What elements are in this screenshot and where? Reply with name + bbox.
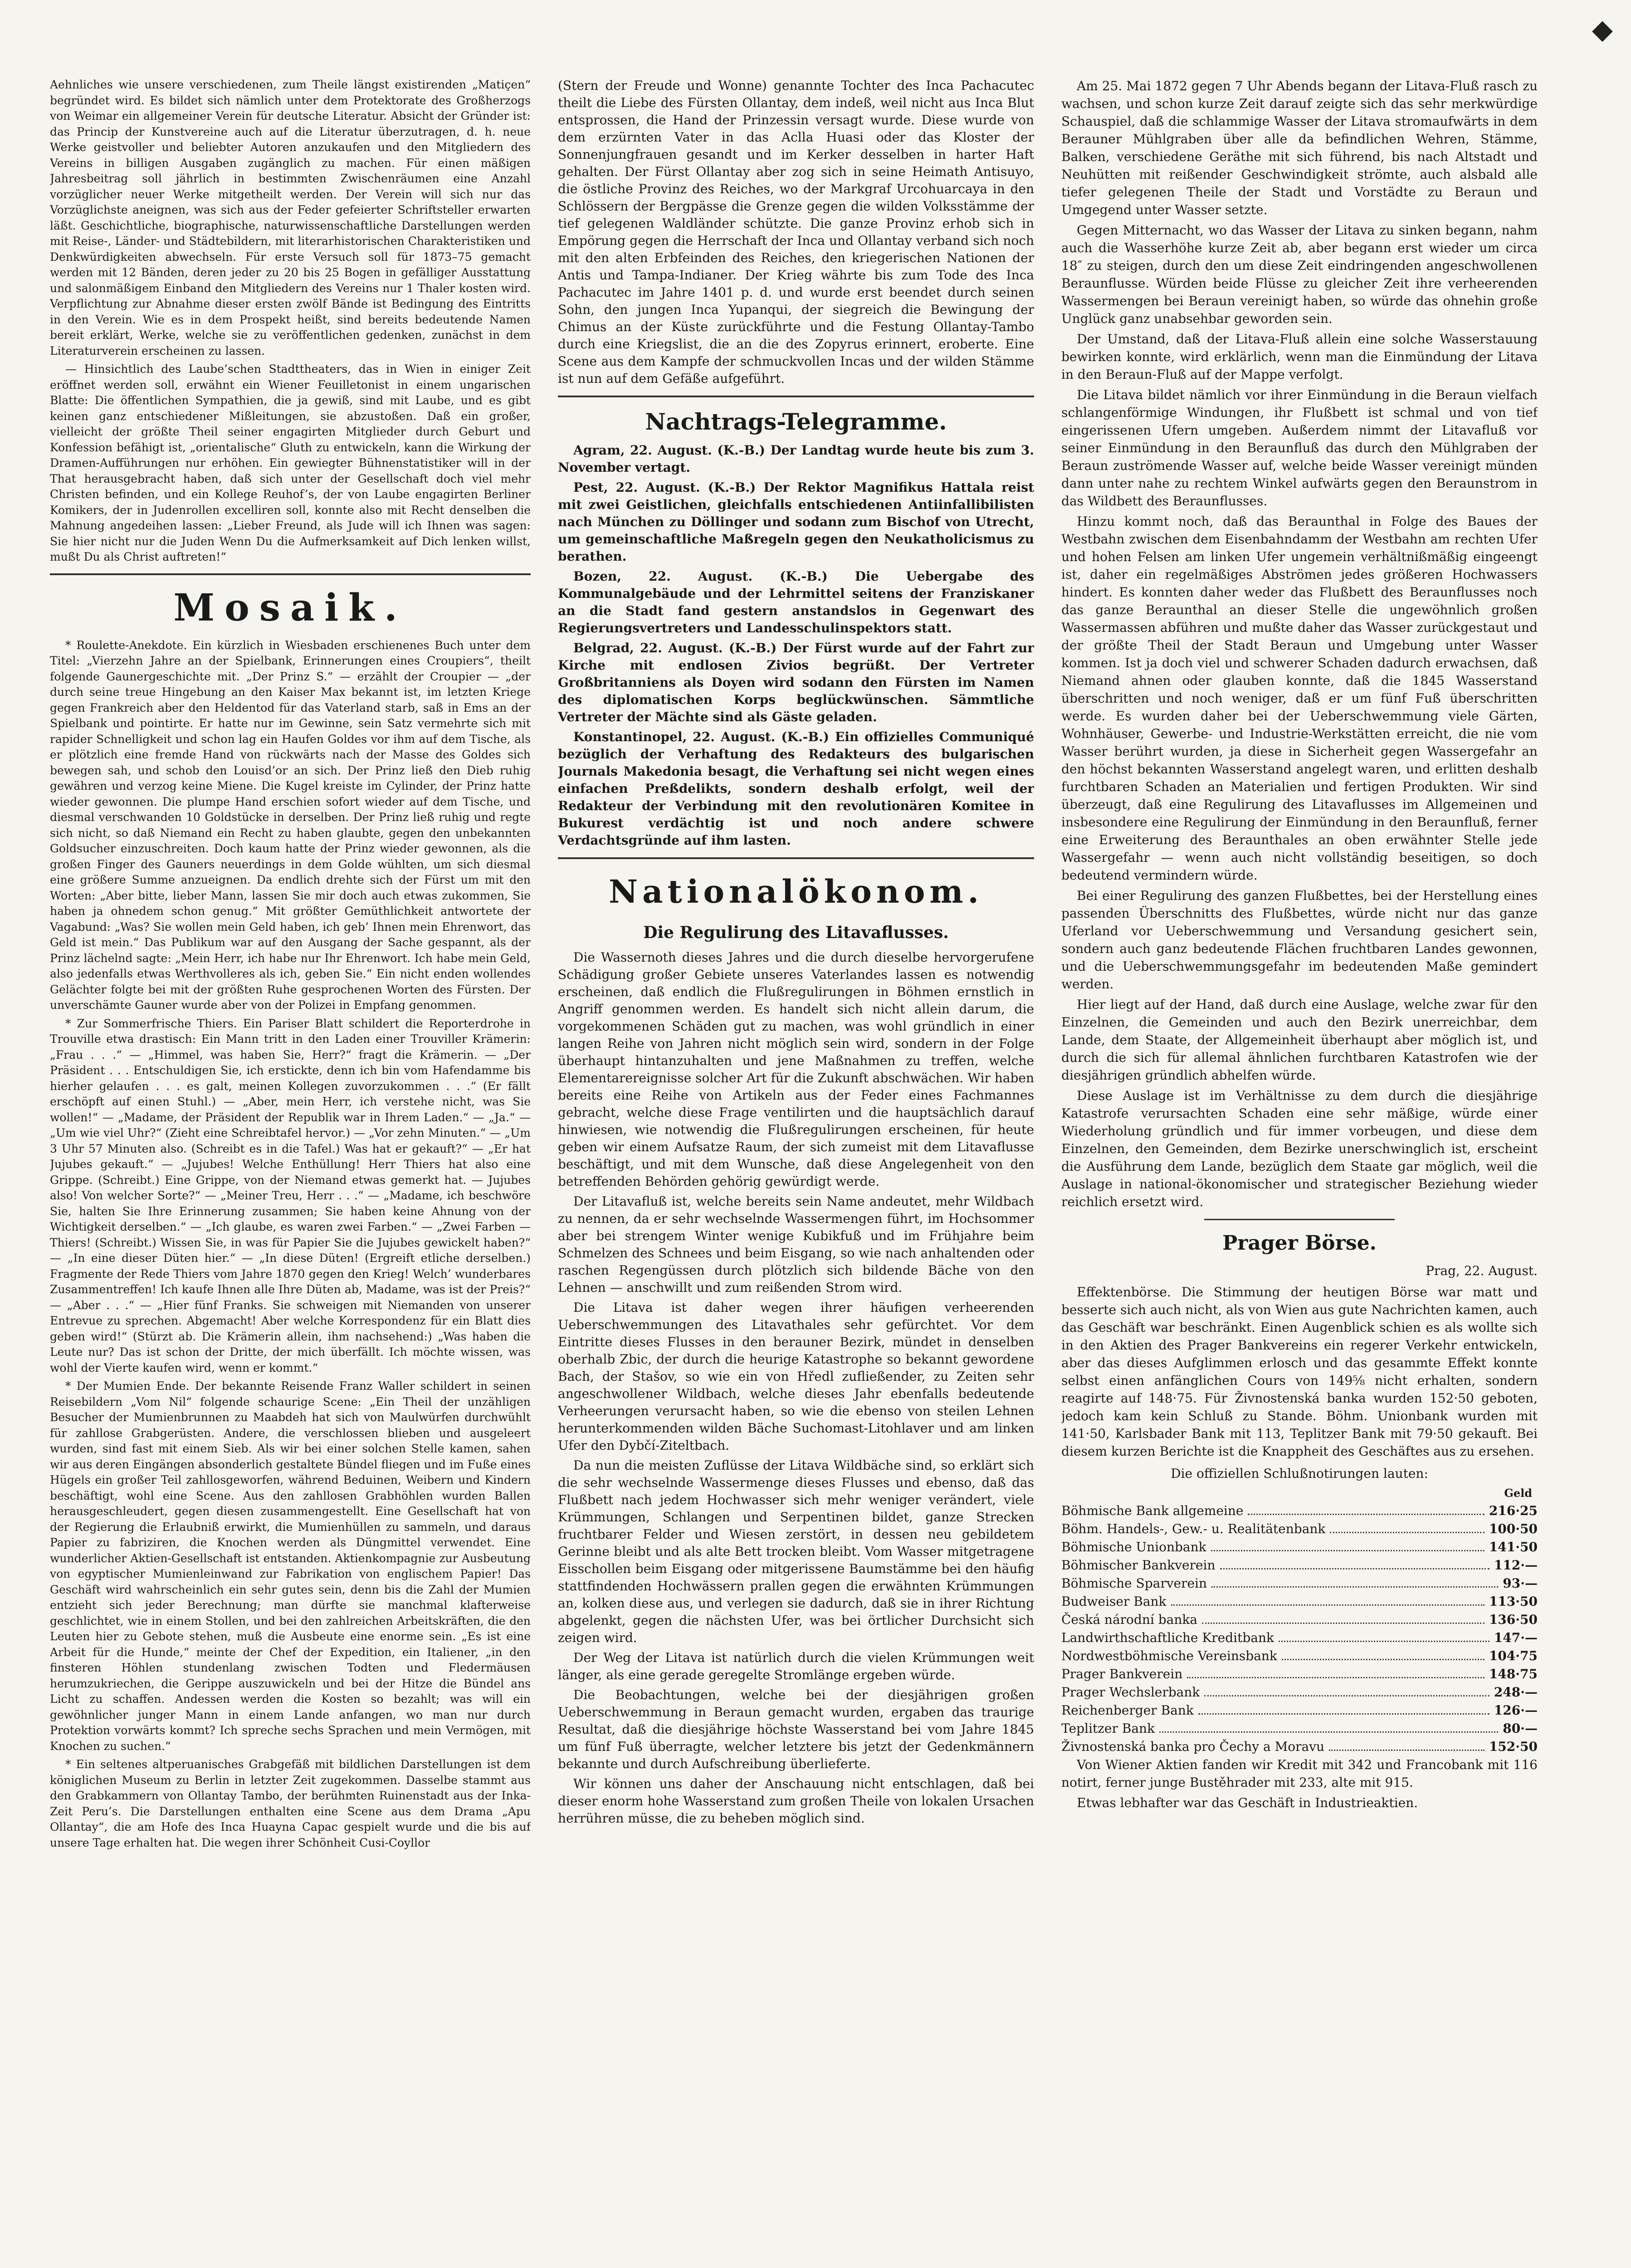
quote-value: 148·75 xyxy=(1489,1667,1538,1681)
article-litava-paragraph: Die Litava ist daher wegen ihrer häufigen verheerenden Ueberschwemmungen des Litavathales sehr gefürchtet. Vor dem Eintritte dieses Flusses in den berauner Bezirk, mündet in denselben oberhalb Zbic, der durch die heurige Katastrophe so bekannt gewordene Bach, der Stašov, so wie ein von Hředl zufließender, zu Zeiten sehr angeschwollener Wildbach, welche dieses Jahr ebenfalls bedeutende Verheerungen verursacht haben, so wie die ebenso von steilen Lehnen herunterkommenden wilden Bäche Suchomast-Litohlaver und am linken Ufer den Dybčí-Ziteltbach. xyxy=(558,1300,1034,1453)
quote-row xyxy=(1061,1647,1538,1665)
quotes-column-header: Geld xyxy=(1504,1486,1532,1500)
quote-row xyxy=(1061,1574,1538,1593)
article-roulette-anecdote: * Roulette-Anekdote. Ein kürzlich in Wiesbaden erschienenes Buch unter dem Titel: „Vierzehn Jahre an der Spielbank, Erinnerungen eines Croupiers“, theilt folgende Gaunergeschichte mit. „Der Prinz S.“ — erzählt der Croupier — „der durch seine treue Hingebung an den Kaiser Max bekannt ist, im letzten Kriege gegen Frankreich aber den Heldentod für das Vaterland starb, saß in Ems an der Spielbank und pointirte. Er hatte nur im Gewinne, sein Satz vermehrte sich mit rapider Schnelligkeit und schon lag ein Haufen Goldes vor ihm auf dem Tische, als er plötzlich eine fremde Hand von rückwärts nach der Masse des Goldes sich bewegen sah, und schob den Louisd’or an sich. Der Prinz ließ den Dieb ruhig gewähren und verzog keine Miene. Die Kugel kreiste im Cylinder, der Prinz hatte wieder gewonnen. Die plumpe Hand erschien sofort wieder auf dem Tische, und diesmal verschwanden 10 Goldstücke in derselben. Der Prinz ließ ruhig und regte sich nicht, so daß Niemand ein Recht zu haben glaubte, gegen den unbekannten Goldsucher einzuschreiten. Doch kaum hatte der Prinz wieder gewonnen, als die großen Finger des Gauners neuerdings in dem Golde wühlten, um sich diesmal eine größere Summe anzueignen. Da endlich drehte sich der Fürst um mit den Worten: „Aber bitte, lieber Mann, lassen Sie mir doch auch etwas zukommen, Sie haben ja ohnedem schon genug.“ Mit größter Gemüthlichkeit antwortete der Vagabund: „Was? Sie wollen mein Geld haben, ich geb’ Ihnen mein Ehrenwort, das Geld ist mein.“ Das Publikum war auf den Ausgang der Sache gespannt, als der Prinz lächelnd sagte: „Mein Herr, ich habe nur Ihr Ehrenwort. Ich habe mein Geld, also jedenfalls etwas Werthvolleres als ich, geben Sie.“ Ein nicht enden wollendes Gelächter folgte bei mit der größten Ruhe gesprochenen Worten des Fürsten. Der unverschämte Gauner wurde aber von der Polizei in Empfang genommen. xyxy=(50,638,531,1012)
quote-value: 113·50 xyxy=(1489,1594,1538,1609)
quote-row xyxy=(1061,1701,1538,1720)
quote-row xyxy=(1061,1538,1538,1556)
article-literary-society: Aehnliches wie unsere verschiedenen, zum Theile längst existirenden „Matiçen“ begründet wird. Es bildet sich nämlich unter dem Protektorate des Großherzogs von Weimar ein allgemeiner Verein für deutsche Literatur. Absicht der Gründer ist: das Princip der Kunstvereine auch auf die Literatur überzutragen, d. h. neue Werke geistvoller und beliebter Autoren anzukaufen und den Mitgliedern des Vereins in billigen Ausgaben zugänglich zu machen. Für einen mäßigen Jahresbeitrag soll jährlich in bestimmten Zwischenräumen eine Anzahl vorzüglicher neuer Werke mitgetheilt werden. Der Verein will sich nur das Vorzüglichste aneignen, was sich aus der Feder gefeierter Schriftsteller erwarten läßt. Geschichtliche, biographische, naturwissenschaftliche Darstellungen werden mit Reise-, Länder- und Städtebildern, mit literarhistorischen Charakteristiken und Denkwürdigkeiten abwechseln. Für erste Versuch soll für 1873–75 gemacht werden mit 12 Bänden, deren jeder zu 20 bis 25 Bogen in gefälliger Ausstattung und salonmäßigem Einband den Mitgliedern des Vereins nur 1 Thaler kosten wird. Verpflichtung zur Abnahme dieser ersten zwölf Bände ist Bedingung des Eintritts in den Verein. Wie es in dem Prospekt heißt, sind bereits bedeutende Namen bereit erklärt, Werke, welche sie zu veröffentlichen gedenken, zunächst in dem Literaturverein erscheinen zu lassen. xyxy=(50,78,531,357)
quote-name: Reichenberger Bank xyxy=(1061,1703,1194,1718)
quote-value: 147·— xyxy=(1494,1630,1538,1645)
leader-dots xyxy=(1220,1568,1489,1569)
article-litava-paragraph: Die Beobachtungen, welche bei der diesjährigen großen Ueberschwemmung in Beraun gemacht wurden, ergaben das traurige Resultat, daß die diesjährige höchste Wasserstand bei vom Jahre 1845 um fünf Fuß überragte, welcher letztere bis jetzt der Gedenkmännern bekannte und durch Aufschreibung überlieferte. xyxy=(558,1687,1034,1771)
quote-name: Böhmischer Bankverein xyxy=(1061,1558,1216,1573)
leader-dots xyxy=(1282,1659,1485,1660)
quote-row xyxy=(1061,1683,1538,1701)
quote-value: 112·— xyxy=(1494,1558,1538,1573)
quote-name: Teplitzer Bank xyxy=(1061,1721,1155,1736)
quote-row xyxy=(1061,1720,1538,1738)
section-divider xyxy=(558,857,1034,859)
quote-name: Böhm. Handels-, Gew.- u. Realitätenbank xyxy=(1061,1521,1326,1536)
quote-name: Nordwestböhmische Vereinsbank xyxy=(1061,1648,1277,1663)
quote-row xyxy=(1061,1738,1538,1756)
leader-dots xyxy=(1159,1731,1498,1733)
article-title-litava: Die Regulirung des Litavaflusses. xyxy=(643,923,949,942)
quote-value: 93·— xyxy=(1503,1576,1538,1591)
article-litava-continued: Hinzu kommt noch, daß das Beraunthal in Folge des Baues der Westbahn zwischen dem Eisenbahndamm der Westbahn am rechten Ufer und hohen Felsen am linken Ufer ungemein verhältnißmäßig eingeengt ist, daher ein regelmäßiges Abströmen jedes größeren Hochwassers hindert. Es konnten daher weder das Flußbett des Beraunflusses noch das ganze Beraunthal an dieser Stelle die ungewöhnlich großen Wassermassen abführen und mußte daher das Wasser zurückgestaut und der größte Theil der Stadt Beraun und Umgebung unter Wasser kommen. Ist ja doch viel und schwerer Schaden dadurch erwachsen, daß Niemand ahnen oder glauben konnte, daß die 1845 Wasserstand überschritten und noch weniger, daß er um fünf Fuß überschritten werde. Es wurden daher bei der Ueberschwemmung viele Gärten, Wohnhäuser, Gewerbe- und Industrie-Werkstätten erreicht, die nie vom Wasser berührt wurden, ja diese in Sicherheit gegen Wassergefahr an den höchst bekannten Wasserstand angelegt waren, und erlitten deshalb furchtbaren Schaden an Materialien und fertigen Produkten. Wir sind überzeugt, daß eine Regulirung des Litavaflusses im Allgemeinen und insbesondere eine Regulirung der Einmündung in den Beraunfluß, ferner eine Erweiterung des Beraunthales an oben erwähnter Stelle jede Wassergefahr — wenn auch nicht vollständig beseitigen, so doch bedeutend vermindern würde. xyxy=(1061,514,1538,883)
article-thiers-summer: * Zur Sommerfrische Thiers. Ein Pariser Blatt schildert die Reporterdrohe in Trouville etwa drastisch: Ein Mann tritt in den Laden einer Trouviller Krämerin: „Frau . . .“ — „Himmel, was haben Sie, Herr?“ fragt die Krämerin. — „Der Präsident . . . Entschuldigen Sie, ich erstickte, denn ich bin vom Hafendamme bis hierher gelaufen . . . es galt, meinen Kollegen zuvorzukommen . . .“ (Er fällt erschöpft auf einen Stuhl.) — „Aber, mein Herr, ich verstehe nicht, was Sie wollen!“ — „Madame, der Präsident der Republik war in Ihrem Laden.“ — „Ja.“ — „Um wie viel Uhr?“ (Zieht eine Schreibtafel hervor.) — „Vor zehn Minuten.“ — „Um 3 Uhr 57 Minuten also. (Schreibt es in die Tafel.) Was hat er gekauft?“ — „Er hat Jujubes gekauft.“ — „Jujubes! Welche Enthüllung! Herr Thiers hat also eine Grippe. (Schreibt.) Eine Grippe, von der Niemand etwas gemerkt hat. — Jujubes also! Von welcher Sorte?“ — „Meiner Treu, Herr . . .“ — „Madame, ich beschwöre Sie, halten Sie Ihre Erinnerung zusammen; Sie haben keine Ahnung von der Wichtigkeit derselben.“ — „Ich glaube, es waren zwei Farben.“ — „Zwei Farben — Thiers! (Schreibt.) Wissen Sie, in was für Papier Sie die Jujubes gewickelt haben?“ — „In eine dieser Düten hier.“ — „In diese Düten! (Ergreift etliche derselben.) Fragmente der Rede Thiers vom Jahre 1870 gegen den Krieg! Welch’ wunderbares Zusammentreffen! Ich kaufe Ihnen alle Ihre Düten ab, Madame, was ist der Preis?“ — „Aber . . .“ — „Hier fünf Franks. Sie schweigen mit Niemanden von unserer Entrevue zu sprechen. Abgemacht! Aber welche Korrespondenz für ein Blatt dies geben wird!“ (Stürzt ab. Die Krämerin allein, ihm nachsehend:) „Was haben die Leute nur? Das ist schon der Dritte, der mich überfällt. Ich möchte wissen, was wohl der Vierte kaufen wird, wenn er kommt.“ xyxy=(50,1017,531,1374)
quote-value: 136·50 xyxy=(1489,1612,1538,1627)
article-litava-paragraph: Die Wassernoth dieses Jahres und die durch dieselbe hervorgerufene Schädigung großer Gebiete unseres Vaterlandes lassen es notwendig erscheinen, daß endlich die Flußregulirungen in Böhmen ernstlich in Angriff genommen werden. Es handelt sich nicht allein darum, die vorgekommenen Schäden gut zu machen, was wohl gründlich in einer langen Reihe von Jahren nicht möglich sein wird, sondern in der Folge überhaupt hintanzuhalten und jene Maßnahmen zu treffen, welche Elementarereignisse solcher Art für die Zukunft abschwächen. Wir haben bereits eine Reihe von Artikeln aus der Feder eines Fachmannes gebracht, welche diese Frage ventilirten und die hauptsächlich darauf hinwiesen, wie notwendig die Flußregulirungen erscheinen, für heute geben wir einem Aufsatze Raum, der sich zumeist mit dem Litavaflusse beschäftigt, und mit dem Wunsche, daß diese Angelegenheit von den betreffenden Behörden gehörig gewürdigt werde. xyxy=(558,950,1034,1189)
section-heading-mosaik: Mosaik. xyxy=(173,586,407,630)
quote-value: 141·50 xyxy=(1489,1540,1538,1554)
article-peruvian-vessel: * Ein seltenes altperuanisches Grabgefäß mit bildlichen Darstellungen ist dem königlichen Museum zu Berlin in letzter Zeit zugekommen. Dasselbe stammt aus den Grabkammern von Ollantay Tambo, der berühmten Ruinenstadt aus der Inka-Zeit Peru’s. Die Darstellungen enthalten eine Scene aus dem Drama „Apu Ollantay“, die am Hofe des Inca Huayna Capac gespielt wurde und die bis auf unsere Tage erhalten hat. Die wegen ihrer Schönheit Cusi-Coyllor xyxy=(50,1758,531,1849)
telegram-pest: Pest, 22. August. (K.-B.) Der Rektor Magnifikus Hattala reist mit zwei Geistlichen, gleichfalls entschiedenen Antiinfallibilisten nach München zu Döllinger und sodann zum Bischof von Utrecht, um gemeinschaftliche Maßregeln gegen den Neukatholicismus zu berathen. xyxy=(558,480,1034,564)
corner-ornament-icon: ◆ xyxy=(1592,14,1613,45)
quote-row xyxy=(1061,1593,1538,1611)
article-mummies: * Der Mumien Ende. Der bekannte Reisende Franz Waller schildert in seinen Reisebildern „Vom Nil“ folgende schaurige Scene: „Ein Theil der unzähligen Besucher der Mumienbrunnen zu Maabdeh hat sich von Maulwürfen durchwühlt für zahllose Grabgerüsten. Andere, die verschlossen blieben und ausgeleert wurden, sind fast mit einem Sieb. Als wir bei einer solchen Stelle kamen, sahen wir aus deren Eingängen absonderlich gestaltete Bündel fliegen und im Fuße eines Hügels ein großer Teil zahllosgeworfen, während Beduinen, Weibern und Kindern beschäftigt, wohl eine Scene. Aus den zahllosen Grabhöhlen wurden Ballen herausgeschleudert, gegen diesen zusammengestellt. Eine Gesellschaft hat von der Regierung die Erlaubniß erwirkt, die Mumienhüllen zu sammeln, und daraus Papier zu fabriziren, die Knochen werden als Düngmittel verwendet. Eine wunderlicher Aktien-Gesellschaft ist entstanden. Aktienkompagnie zur Ausbeutung von egyptischer Mumienleinwand zur Fabrikation von englischem Papier! Das Geschäft wird wahrscheinlich ein sehr gutes sein, denn bis die Zahl der Mumien entzieht sich jeder Berechnung; man dürfte sie manchmal klafterweise geschlichtet, wie in einem Stollen, und bei den zahlreichen Arbeitskräften, die den Leuten hier zu Gebote stehen, muß die Ausbeute eine enorme sein. „Es ist eine Arbeit für die Hunde,“ meinte der Chef der Expedition, ein Italiener, „in den finsteren Höhlen stundenlang zwischen Todten und Fledermäusen herumzukriechen, die Gerippe auszuwickeln und bei der Hitze die Bündel ans Licht zu schaffen. Andessen werden die Kosten so bezahlt; was will ein gewöhnlicher junger Mann in einem Lande anfangen, wo man nur durch Protektion vorwärts kommt? Ich spreche sechs Sprachen und mein Vermögen, mit Knochen zu suchen.“ xyxy=(50,1379,531,1753)
quote-row xyxy=(1061,1502,1538,1520)
article-litava-continued: Der Umstand, daß der Litava-Fluß allein eine solche Wasserstauung bewirken konnte, wird erklärlich, wenn man die Einmündung der Litava in den Beraun-Fluß auf der Mappe verfolgt. xyxy=(1061,332,1538,382)
column-grid xyxy=(50,77,1590,2268)
article-litava-continued: Gegen Mitternacht, wo das Wasser der Litava zu sinken begann, nahm auch die Wasserhöhe kurze Zeit ab, aber begann erst wieder um circa 18″ zu steigen, durch den um diese Zeit eindringenden angeschwollenen Beraunflusse. Würden beide Flüsse zu gleicher Zeit ihre verheerenden Wassermengen bei Beraun vereinigt haben, so würde das ohnehin große Unglück ganz unabsehbar geworden sein. xyxy=(1061,223,1538,326)
leader-dots xyxy=(1279,1641,1489,1642)
article-peruvian-vessel-continued: (Stern der Freude und Wonne) genannte Tochter des Inca Pachacutec theilt die Liebe des Fürsten Ollantay, dem indeß, weil nicht aus Inca Blut entsprossen, die Hand der Prinzessin versagt wurde. Diese wurde von dem erzürnten Vater in das Aclla Huasi oder das Kloster der Sonnenjungfrauen gesandt und im Kerker desselben in harter Haft gehalten. Der Fürst Ollantay aber zog sich in seine Heimath Antisuyo, die östliche Provinz des Reiches, wo der Markgraf Urcohuarcaya in den Schlössern der Bergpässe die Grenze gegen die wilden Volksstämme der tief gelegenen Waldländer schützte. Die ganze Provinz erhob sich in Empörung gegen die Herrschaft der Inca und Ollantay verband sich noch mit den alten Erbfeinden des Reiches, den kriegerischen Nationen der Antis und Tampa-Indianer. Der Krieg währte bis zum Tode des Inca Pachacutec im Jahre 1401 p. d. und wurde erst beendet durch seinen Sohn, den jungen Inca Yupanqui, der siegreich die Bewingung der Chimus an der Küste zurückführte und die Festung Ollantay-Tambo durch eine Kriegslist, die an die des Zopyrus erinnert, eroberte. Eine Scene aus dem Kampfe der schmuckvollen Incas und der wilden Stämme ist nun auf dem Gefäße aufgeführt. xyxy=(558,78,1034,386)
section-heading-economy: Nationalökonom. xyxy=(609,873,983,910)
article-litava-continued: Bei einer Regulirung des ganzen Flußbettes, bei der Herstellung eines passenden Überschnitts des Flußbettes, würde nicht nur das ganze Uferland vor Ueberschwemmung und Versandung gesichert sein, sondern auch ganz bedeutende Flächen fruchtbaren Landes gewonnen, und die Ueberschwemmungsgefahr im bedeutenden Maße gemindert werden. xyxy=(1061,888,1538,992)
quote-value: 216·25 xyxy=(1489,1503,1538,1518)
boerse-closing: Etwas lebhafter war das Geschäft in Industrieaktien. xyxy=(1077,1795,1418,1810)
section-divider xyxy=(50,573,531,575)
article-litava-continued: Hier liegt auf der Hand, daß durch eine Auslage, welche zwar für den Einzelnen, die Gemeinden und auch den Bezirk unerreichbar, dem Lande, dem Staate, der Allgemeinheit überhaupt aber möglich ist, und durch die sich für allemal ähnlichen furchtbaren Katastrofen wie der diesjährigen gründlich abhelfen würde. xyxy=(1061,997,1538,1083)
telegram-konstantinopel: Konstantinopel, 22. August. (K.-B.) Ein offizielles Communiqué bezüglich der Verhaftung des Redakteurs des bulgarischen Journals Makedonia besagt, die Verhaftung sei nicht wegen eines einfachen Preßdelikts, sondern deshalb erfolgt, weil der Redakteur der Verbindung mit den revolutionären Komitee in Bukurest verdächtig ist und noch andere schwere Verdachtsgründe auf ihm lasten. xyxy=(558,729,1034,848)
telegram-belgrad: Belgrad, 22. August. (K.-B.) Der Fürst wurde auf der Fahrt zur Kirche mit endlosen Zivios begrüßt. Der Vertreter Großbritanniens als Doyen wird sodann den Fürsten im Namen des diplomatischen Korps beglückwünschen. Sämmtliche Vertreter der Mächte sind als Gäste geladen. xyxy=(558,640,1034,724)
quote-row xyxy=(1061,1520,1538,1538)
quote-value: 152·50 xyxy=(1489,1739,1538,1754)
section-heading-telegrams: Nachtrags-Telegramme. xyxy=(645,408,947,435)
article-litava-paragraph: Da nun die meisten Zuflüsse der Litava Wildbäche sind, so erklärt sich die sehr wechselnde Wassermenge dieses Flusses und ebenso, daß das Flußbett nach jedem Hochwasser sich mehr weniger verändert, viele Krümmungen, Schlangen und Serpentinen bildet, ganze Strecken fruchtbarer Felder und Wiesen zerstört, in dessen neu gebildetem Gerinne bleibt und als alte Bett trocken bleibt. Vom Wasser mitgetragene Eisschollen beim Eisgang oder mitgerissene Baumstämme bei den häufig stattfindenden Hochwässern prallen gegen die erwähnten Krümmungen an, kolken diese aus, und verlegen sie dadurch, daß sie in ihrer Richtung abgelenkt, gegen die nächsten Ufer, was bei örtlicher Durchsicht sich zeigen wird. xyxy=(558,1458,1034,1645)
leader-dots xyxy=(1202,1623,1485,1624)
quote-name: Prager Wechslerbank xyxy=(1061,1685,1200,1700)
quote-name: Prager Bankverein xyxy=(1061,1667,1183,1681)
column-middle xyxy=(558,77,1034,2268)
leader-dots xyxy=(1330,1532,1484,1533)
telegram-bozen: Bozen, 22. August. (K.-B.) Die Uebergabe des Kommunalgebäude und der Lehrmittel seitens der Franziskaner an die Stadt fand gestern anstandslos in Gegenwart des Regierungsvertreters und Landesschulinspektors statt. xyxy=(558,569,1034,635)
article-litava-continued: Die Litava bildet nämlich vor ihrer Einmündung in die Beraun vielfach schlangenförmige Windungen, ihr Flußbett ist schmal und von tief eingerissenen Ufern umgeben. Außerdem nimmt der Litavafluß vor seiner Einmündung in den Beraunfluß das durch den Mühlgraben der Beraun zuströmende Wasser auf, welche beide Wasser vereinigt münden dann unter nahe zu rechtem Winkel aufwärts gegen den Beraunstrom in das Wildbett des Beraunflusses. xyxy=(1061,387,1538,508)
leader-dots xyxy=(1198,1713,1489,1715)
quote-row xyxy=(1061,1611,1538,1629)
telegram-agram: Agram, 22. August. (K.-B.) Der Landtag wurde heute bis zum 3. November vertagt. xyxy=(558,443,1034,475)
article-litava-continued: Diese Auslage ist im Verhältnisse zu dem durch die diesjährige Katastrofe verursachten Schaden eine sehr mäßige, würde einer Wiederholung gründlich und für immer vorbeugen, und diese dem Einzelnen, den Gemeinden, dem Bezirke unerschwinglich ist, erscheint die Ausführung dem Lande, bezüglich dem Staate gar möglich, weil die Auslage in national-ökonomischer und strategischer Beziehung wieder reichlich ersetzt wird. xyxy=(1061,1088,1538,1209)
quote-row xyxy=(1061,1629,1538,1647)
quote-value: 104·75 xyxy=(1489,1648,1538,1663)
article-litava-continued: Am 25. Mai 1872 gegen 7 Uhr Abends begann der Litava-Fluß rasch zu wachsen, und schon kurze Zeit darauf zeigte sich das sehr merkwürdige Schauspiel, daß die schlammige Wasser der Litava stromaufwärts in dem Berauner Mühlgraben über alle da befindlichen Wehren, Stämme, Balken, verschiedene Geräthe mit sich führend, bis nach Altstadt und Neuhütten mit reißender Geschwindigkeit strömte, auch alsbald alle tiefer gelegenen Theile der Stadt und Vorstädte zu Beraun und Umgegend unter Wasser setzte. xyxy=(1061,78,1538,217)
leader-dots xyxy=(1187,1677,1485,1678)
section-heading-boerse: Prager Börse. xyxy=(1222,1232,1377,1255)
quote-name: Böhmische Bank allgemeine xyxy=(1061,1503,1244,1518)
quote-row xyxy=(1061,1556,1538,1574)
quote-row xyxy=(1061,1665,1538,1683)
quote-name: Živnostenská banka pro Čechy a Moravu xyxy=(1061,1739,1325,1754)
quote-value: 126·— xyxy=(1494,1703,1538,1718)
quote-name: Budweiser Bank xyxy=(1061,1594,1167,1609)
boerse-closing: Von Wiener Aktien fanden wir Kredit mit 342 und Francobank mit 116 notirt, ferner junge Bustěhrader mit 233, alte mit 915. xyxy=(1061,1757,1538,1790)
quote-value: 100·50 xyxy=(1489,1521,1538,1536)
section-divider xyxy=(558,396,1034,397)
boerse-dateline: Prag, 22. August. xyxy=(1426,1263,1538,1278)
article-laube-theatre: — Hinsichtlich des Laube’schen Stadttheaters, das in Wien in einiger Zeit eröffnet werden soll, erwähnt ein Wiener Feuilletonist in einem ungarischen Blatte: Die öffentlichen Sympathien, die ja gewiß, sind mit Laube, und es gibt keinen ganz entschiedener Mißleitungen, sie abzustoßen. Daß ein großer, vielleicht der größte Theil seiner engagirten Mitglieder durch Geburt und Konfession befähigt ist, „orientalische“ Gluth zu entwickeln, kann die Wirkung der Dramen-Aufführungen nur erhöhen. Ein gewiegter Bühnenstatistiker will in der That herausgebracht haben, daß sich unter der Gesellschaft doch viel mehr Christen befinden, und ein Kollege Reuhof’s, der von Laube engagirten Berliner Komikers, der in Judenrollen excelliren soll, konnte also mit Recht denselben die Mahnung angedeihen lassen: „Lieber Freund, als Jude will ich Ihnen was sagen: Sie hier nicht nur die Juden Wenn Du die Aufmerksamkeit auf Dich lenken willst, mußt Du als Christ auftreten!“ xyxy=(50,362,531,563)
quote-name: Böhmische Sparverein xyxy=(1061,1576,1207,1591)
leader-dots xyxy=(1171,1604,1485,1606)
quotes-table xyxy=(1061,1502,1538,1756)
quote-value: 80·— xyxy=(1503,1721,1538,1736)
quote-value: 248·— xyxy=(1494,1685,1538,1700)
article-litava-paragraph: Der Litavafluß ist, welche bereits sein Name andeutet, mehr Wildbach zu nennen, da er sehr wechselnde Wassermengen führt, im Hochsommer aber bei strengem Winter wenige Kubikfuß und im Frühjahre beim Schmelzen des Schnees und beim Eisgang, so wie nach anhaltenden oder raschen Regengüssen durch plötzlich sich bildende Bäche von den Lehnen — anschwillt und zum reißenden Strom wird. xyxy=(558,1194,1034,1295)
leader-dots xyxy=(1211,1586,1498,1588)
column-right xyxy=(1061,77,1538,2268)
column-left xyxy=(50,77,531,2268)
leader-dots xyxy=(1211,1550,1485,1551)
leader-dots xyxy=(1329,1750,1485,1751)
quote-name: Česká národní banka xyxy=(1061,1612,1198,1627)
quote-name: Landwirthschaftliche Kreditbank xyxy=(1061,1630,1274,1645)
article-litava-paragraph: Wir können uns daher der Anschauung nicht entschlagen, daß bei dieser enorm hohe Wasserstand zum großen Theile von lokalen Ursachen herrühren müsse, die zu beheben möglich sind. xyxy=(558,1776,1034,1826)
section-divider xyxy=(1204,1219,1395,1220)
quotes-caption: Die offiziellen Schlußnotirungen lauten: xyxy=(1171,1466,1428,1481)
article-litava-paragraph: Der Weg der Litava ist natürlich durch die vielen Krümmungen weit länger, als eine gerade geregelte Stromlänge ergeben würde. xyxy=(558,1650,1034,1682)
boerse-report: Effektenbörse. Die Stimmung der heutigen Börse war matt und besserte sich auch nicht, als von Wien aus gute Nachrichten kamen, auch das Geschäft war beschränkt. Einen Augenblick schien es als wollte sich in den Aktien des Prager Bankvereins ein regerer Verkehr entwickeln, aber das dieses Aufglimmen erlosch und das gesammte Effekt konnte selbst einen anfänglichen Cours von 149⅝ nicht erhalten, sondern reagirte auf 148·75. Für Živnostenská banka wurden 152·50 geboten, jedoch kam kein Schluß zu Stande. Böhm. Unionbank wurden mit 141·50, Karlsbader Bank mit 113, Teplitzer Bank mit 79·50 gekauft. Bei diesem kurzen Berichte ist die Knappheit des Geschäftes aus zu ersehen. xyxy=(1061,1285,1538,1459)
quote-name: Böhmische Unionbank xyxy=(1061,1540,1206,1554)
leader-dots xyxy=(1248,1514,1484,1515)
leader-dots xyxy=(1204,1695,1489,1696)
